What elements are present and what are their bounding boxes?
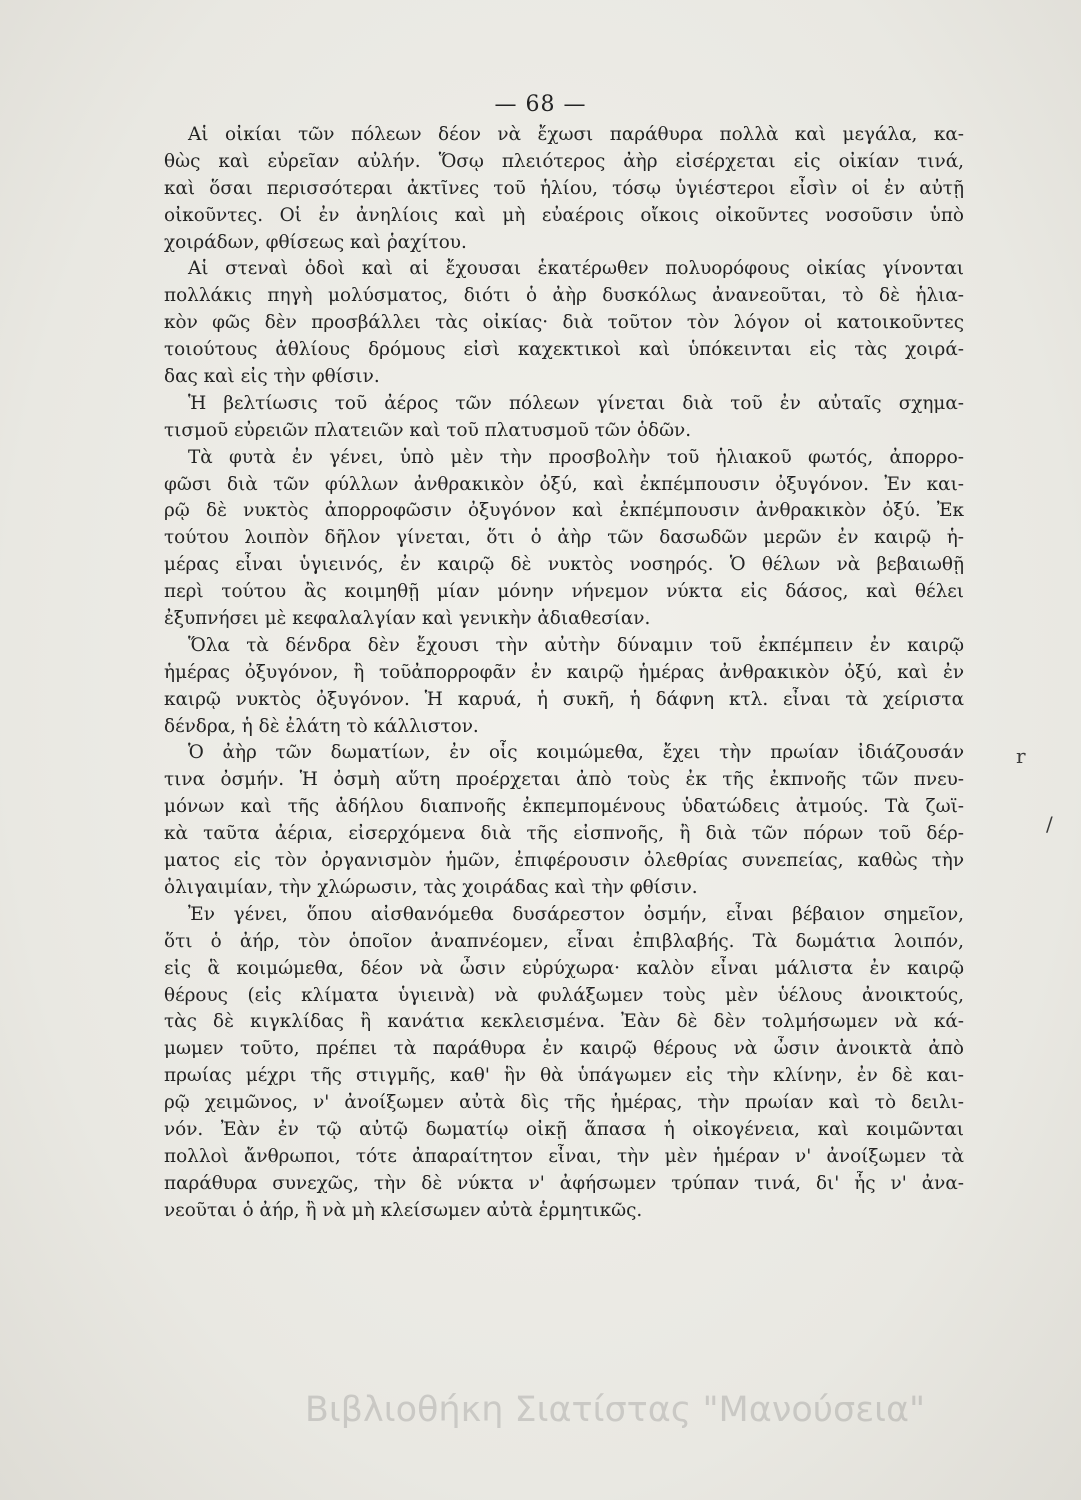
- text-line: καὶ ὅσαι περισσότεραι ἀκτῖνες τοῦ ἡλίου, τόσῳ ὑγιέστεροι εἶσὶν οἱ ἐν αὐτῇ: [164, 177, 964, 199]
- body-text: [164, 122, 964, 1225]
- text-line: κὰ ταῦτα ἀέρια, εἰσερχόμενα διὰ τῆς εἰσπνοῆς, ἢ διὰ τῶν πόρων τοῦ δέρ-: [164, 823, 964, 845]
- text-line: εἰς ἃ κοιμώμεθα, δέον νὰ ὦσιν εὐρύχωρα· καλὸν εἶναι μάλιστα ἐν καιρῷ: [164, 957, 964, 979]
- text-line: τοιούτους ἀθλίους δρόμους εἰσὶ καχεκτικοὶ καὶ ὑπόκεινται εἰς τὰς χοιρά-: [164, 339, 964, 361]
- text-line: τούτου λοιπὸν δῆλον γίνεται, ὅτι ὁ ἀὴρ τῶν δασωδῶν μερῶν ἐν καιρῷ ἡ-: [164, 527, 964, 549]
- margin-mark: r: [1016, 744, 1026, 768]
- text-line: Αἱ οἰκίαι τῶν πόλεων δέον νὰ ἔχωσι παράθυρα πολλὰ καὶ μεγάλα, κα-: [188, 124, 964, 145]
- text-line: δας καὶ εἰς τὴν φθίσιν.: [164, 366, 380, 388]
- text-line: κὸν φῶς δὲν προσβάλλει τὰς οἰκίας· διὰ τοῦτον τὸν λόγον οἱ κατοικοῦντες: [164, 312, 964, 334]
- text-line: παράθυρα συνεχῶς, τὴν δὲ νύκτα ν' ἀφήσωμεν τρύπαν τινά, δι' ἧς ν' ἀνα-: [164, 1172, 964, 1194]
- text-line: ἐξυπνήσει μὲ κεφαλαλγίαν καὶ γενικὴν ἀδιαθεσίαν.: [164, 608, 651, 630]
- text-line: οἰκοῦντες. Οἱ ἐν ἀνηλίοις καὶ μὴ εὐαέροις οἴκοις οἰκοῦντες νοσοῦσιν ὑπὸ: [164, 204, 964, 226]
- text-line: Αἱ στεναὶ ὁδοὶ καὶ αἱ ἔχουσαι ἑκατέρωθεν πολυορόφους οἰκίας γίνονται: [188, 258, 964, 280]
- text-line: χοιράδων, φθίσεως καὶ ῥαχίτου.: [164, 231, 467, 253]
- text-line: Ἡ βελτίωσις τοῦ ἀέρος τῶν πόλεων γίνεται διὰ τοῦ ἐν αὐταῖς σχημα-: [188, 392, 964, 414]
- text-line: καιρῷ νυκτὸς ὀξυγόνον. Ἡ καρυά, ἡ συκῆ, ἡ δάφνη κτλ. εἶναι τὰ χείριστα: [164, 688, 964, 710]
- text-line: πολλοὶ ἄνθρωποι, τότε ἀπαραίτητον εἶναι, τὴν μὲν ἡμέραν ν' ἀνοίξωμεν τὰ: [164, 1145, 964, 1167]
- text-line: νόν. Ἐὰν ἐν τῷ αὐτῷ δωματίῳ οἰκῇ ἅπασα ἡ οἰκογένεια, καὶ κοιμῶνται: [164, 1118, 964, 1140]
- text-line: τινα ὀσμήν. Ἡ ὀσμὴ αὕτη προέρχεται ἀπὸ τοὺς ἐκ τῆς ἐκπνοῆς τῶν πνευ-: [164, 769, 964, 791]
- text-line: μέρας εἶναι ὑγιεινός, ἐν καιρῷ δὲ νυκτὸς νοσηρός. Ὁ θέλων νὰ βεβαιωθῇ: [164, 554, 964, 576]
- text-line: φῶσι διὰ τῶν φύλλων ἀνθρακικὸν ὀξύ, καὶ ἐκπέμπουσιν ὀξυγόνον. Ἐν και-: [164, 473, 964, 495]
- text-line: ρῷ δὲ νυκτὸς ἀπορροφῶσιν ὀξυγόνον καὶ ἐκπέμπουσιν ἀνθρακικὸν ὀξύ. Ἐκ: [164, 500, 964, 522]
- text-line: Ἐν γένει, ὅπου αἰσθανόμεθα δυσάρεστον ὀσμήν, εἶναι βέβαιον σημεῖον,: [188, 903, 964, 925]
- text-line: νεοῦται ὁ ἀήρ, ἢ νὰ μὴ κλείσωμεν αὐτὰ ἑρμητικῶς.: [164, 1199, 643, 1221]
- text-line: μόνων καὶ τῆς ἀδήλου διαπνοῆς ἐκπεμπομένους ὑδατώδεις ἀτμούς. Τὰ ζωϊ-: [164, 796, 964, 818]
- text-line: ὅτι ὁ ἀήρ, τὸν ὁποῖον ἀναπνέομεν, εἶναι ἐπιβλαβής. Τὰ δωμάτια λοιπόν,: [164, 930, 964, 952]
- text-line: Τὰ φυτὰ ἐν γένει, ὑπὸ μὲν τὴν προσβολὴν τοῦ ἡλιακοῦ φωτός, ἀπορρο-: [188, 446, 964, 468]
- text-line: πρωίας μέχρι τῆς στιγμῆς, καθ' ἣν θὰ ὑπάγωμεν εἰς τὴν κλίνην, ἐν δὲ και-: [164, 1065, 964, 1087]
- text-line: τισμοῦ εὐρειῶν πλατειῶν καὶ τοῦ πλατυσμοῦ τῶν ὁδῶν.: [164, 419, 692, 441]
- text-line: τὰς δὲ κιγκλίδας ἢ κανάτια κεκλεισμένα. Ἐὰν δὲ δὲν τολμήσωμεν νὰ κά-: [164, 1011, 964, 1033]
- page-number: — 68 —: [494, 92, 587, 117]
- text-line: περὶ τούτου ἂς κοιμηθῇ μίαν μόνην νήνεμον νύκτα εἰς δάσος, καὶ θέλει: [164, 581, 964, 603]
- text-line: ἡμέρας ὀξυγόνον, ἢ τοῦἀπορροφᾶν ἐν καιρῷ ἡμέρας ἀνθρακικὸν ὀξύ, καὶ ἐν: [164, 661, 964, 683]
- text-line: ρῷ χειμῶνος, ν' ἀνοίξωμεν αὐτὰ δὶς τῆς ἡμέρας, τὴν πρωίαν καὶ τὸ δειλι-: [164, 1092, 964, 1114]
- text-line: μωμεν τοῦτο, πρέπει τὰ παράθυρα ἐν καιρῷ θέρους νὰ ὦσιν ἀνοικτὰ ἀπὸ: [164, 1038, 964, 1060]
- text-line: Ὅλα τὰ δένδρα δὲν ἔχουσι τὴν αὐτὴν δύναμιν τοῦ ἐκπέμπειν ἐν καιρῷ: [188, 634, 964, 656]
- library-watermark: Βιβλιοθήκη Σιατίστας "Μανούσεια": [304, 1390, 926, 1430]
- margin-mark: /: [1046, 812, 1053, 836]
- text-line: δένδρα, ἡ δὲ ἐλάτη τὸ κάλλιστον.: [164, 715, 479, 737]
- text-line: θὼς καὶ εὐρεῖαν αὐλήν. Ὅσῳ πλειότερος ἀὴρ εἰσέρχεται εἰς οἰκίαν τινά,: [164, 150, 964, 172]
- text-line: θέρους (εἰς κλίματα ὑγιεινὰ) νὰ φυλάξωμεν τοὺς μὲν ὑέλους ἀνοικτούς,: [164, 984, 964, 1006]
- text-line: ματος εἰς τὸν ὀργανισμὸν ἡμῶν, ἐπιφέρουσιν ὀλεθρίας συνεπείας, καθὼς τὴν: [164, 850, 964, 872]
- text-line: πολλάκις πηγὴ μολύσματος, διότι ὁ ἀὴρ δυσκόλως ἀνανεοῦται, τὸ δὲ ἡλια-: [164, 285, 964, 307]
- text-line: Ὁ ἀὴρ τῶν δωματίων, ἐν οἷς κοιμώμεθα, ἔχει τὴν πρωίαν ἰδιάζουσάν: [188, 742, 964, 764]
- text-line: ὀλιγαιμίαν, τὴν χλώρωσιν, τὰς χοιράδας καὶ τὴν φθίσιν.: [164, 876, 698, 898]
